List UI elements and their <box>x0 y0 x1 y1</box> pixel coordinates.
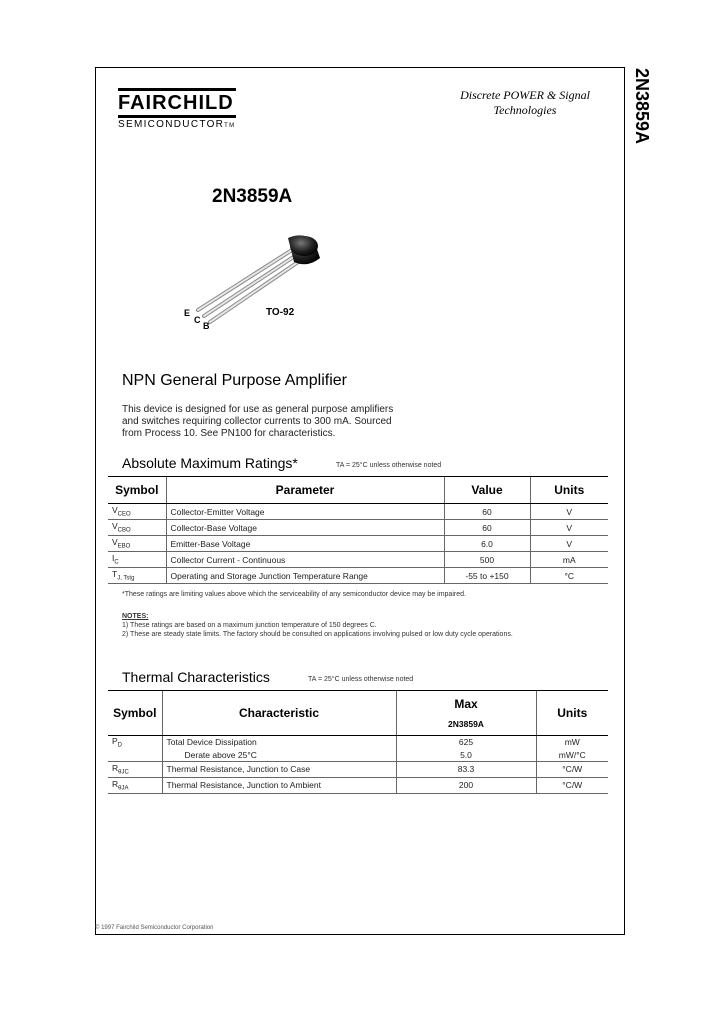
abs-max-header-parameter: Parameter <box>166 477 444 504</box>
logo-bar-bottom <box>118 115 236 118</box>
units-cell: mW <box>536 736 608 749</box>
pin-e-label: E <box>184 308 191 318</box>
parameter-cell: Collector-Emitter Voltage <box>166 504 444 520</box>
table-row <box>108 749 608 762</box>
side-part-title: 2N3859A <box>632 68 652 145</box>
device-title: NPN General Purpose Amplifier <box>122 372 347 389</box>
table-row <box>108 520 608 536</box>
table-row <box>108 536 608 552</box>
logo-word: FAIRCHILD <box>118 92 234 114</box>
description-line-3: from Process 10. See PN100 for characteristics. <box>122 428 336 439</box>
thermal-header-row <box>108 691 608 736</box>
characteristic-cell: Thermal Resistance, Junction to Case <box>162 761 396 777</box>
value-cell: 83.3 <box>396 761 536 777</box>
symbol-cell: $R_{\theta JA}$ <box>108 777 162 793</box>
abs-max-title: Absolute Maximum Ratings* <box>122 455 298 471</box>
abs-max-condition: TA = 25°C unless otherwise noted <box>336 462 442 469</box>
value-cell: 200 <box>396 777 536 793</box>
table-row <box>108 777 608 793</box>
units-cell: mW/°C <box>536 749 608 762</box>
tagline-line-2: Technologies <box>493 103 557 117</box>
fairchild-logo <box>118 88 236 130</box>
value-cell: 60 <box>444 504 530 520</box>
value-cell: 500 <box>444 552 530 568</box>
thermal-header-max-part: 2N3859A <box>448 719 484 729</box>
table-row <box>108 552 608 568</box>
symbol-cell: $V_{CEO}$ <box>108 504 166 520</box>
parameter-cell: Collector-Base Voltage <box>166 520 444 536</box>
symbol-cell: $V_{CBO}$ <box>108 520 166 536</box>
thermal-header-symbol: Symbol <box>108 691 162 736</box>
parameter-cell: Collector Current - Continuous <box>166 552 444 568</box>
value-cell: 60 <box>444 520 530 536</box>
logo-subtitle: SEMICONDUCTOR <box>118 119 225 130</box>
symbol-cell: $P_D$ <box>112 736 123 749</box>
thermal-header-characteristic: Characteristic <box>162 691 396 736</box>
value-cell: 6.0 <box>444 536 530 552</box>
part-number: 2N3859A <box>212 186 293 207</box>
description-line-2: and switches requiring collector currents to 300 mA. Sourced <box>122 416 392 427</box>
tagline <box>440 88 610 118</box>
symbol-cell: $R_{\theta JC}$ <box>108 761 162 777</box>
note-1: 1) These ratings are based on a maximum junction temperature of 150 degrees C. <box>122 622 377 629</box>
abs-max-header-symbol: Symbol <box>108 477 166 504</box>
abs-max-header-units: Units <box>530 477 608 504</box>
value-cell: 5.0 <box>396 749 536 762</box>
package-label: TO-92 <box>266 307 295 318</box>
copyright-footer: © 1997 Fairchild Semiconductor Corporation <box>95 925 214 931</box>
parameter-cell: Operating and Storage Junction Temperature Range <box>166 568 444 584</box>
symbol-cell: $I_C$ <box>108 552 166 568</box>
characteristic-cell: Total Device Dissipation <box>162 736 396 749</box>
units-cell: °C/W <box>536 761 608 777</box>
logo-tm: TM <box>224 123 236 129</box>
abs-max-table <box>108 476 608 584</box>
value-cell: 625 <box>396 736 536 749</box>
device-description <box>122 404 422 440</box>
tagline-line-1: Discrete POWER & Signal <box>460 88 590 102</box>
description-line-1: This device is designed for use as general purpose amplifiers <box>122 404 394 415</box>
notes-title: NOTES: <box>122 613 149 620</box>
pin-c-label: C <box>194 315 201 325</box>
table-row <box>108 568 608 584</box>
table-row <box>108 761 608 777</box>
parameter-cell: Emitter-Base Voltage <box>166 536 444 552</box>
value-cell: -55 to +150 <box>444 568 530 584</box>
symbol-cell: $T_{J, Tstg}$ <box>108 568 166 584</box>
logo-bar-top <box>118 88 236 91</box>
table-row <box>108 736 608 749</box>
pin-b-label: B <box>203 321 210 331</box>
to92-package-illustration <box>180 228 330 333</box>
characteristic-cell: Derate above 25°C <box>162 749 396 762</box>
note-2: 2) These are steady state limits. The factory should be consulted on applications involving pulsed or low duty cycle operations. <box>122 631 513 638</box>
thermal-header-max: Max 2N3859A <box>396 691 536 736</box>
abs-max-notes <box>122 612 602 639</box>
units-cell: °C/W <box>536 777 608 793</box>
thermal-condition: TA = 25°C unless otherwise noted <box>308 676 414 683</box>
thermal-title: Thermal Characteristics <box>122 669 270 685</box>
characteristic-cell: Thermal Resistance, Junction to Ambient <box>162 777 396 793</box>
units-cell: °C <box>530 568 608 584</box>
units-cell: mA <box>530 552 608 568</box>
units-cell: V <box>530 536 608 552</box>
table-row <box>108 504 608 520</box>
units-cell: V <box>530 504 608 520</box>
symbol-cell <box>108 749 162 762</box>
thermal-table <box>108 690 608 794</box>
thermal-header-units: Units <box>536 691 608 736</box>
units-cell: V <box>530 520 608 536</box>
abs-max-header-row <box>108 477 608 504</box>
symbol-cell: $V_{EBO}$ <box>108 536 166 552</box>
abs-max-header-value: Value <box>444 477 530 504</box>
abs-max-footnote: *These ratings are limiting values above which the serviceability of any semiconductor device may be impaired. <box>122 591 466 598</box>
